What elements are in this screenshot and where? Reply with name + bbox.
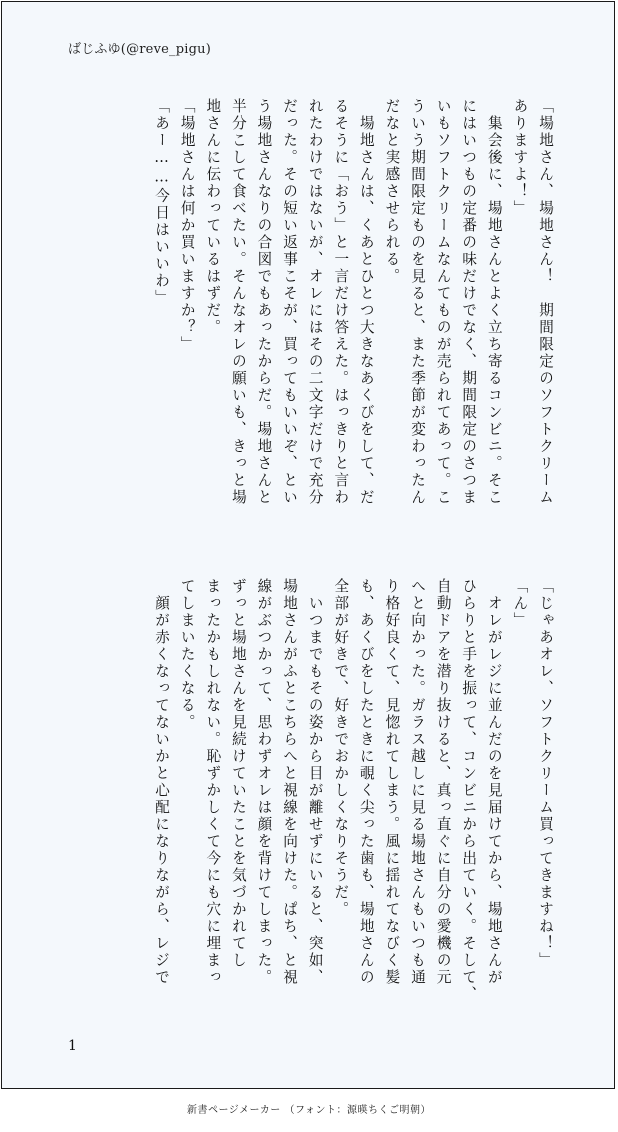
text-column: オレがレジに並んだのを見届けてから、場地さんが	[485, 578, 503, 986]
novel-page	[1, 1, 615, 1089]
text-column: だった。その短い返事こそが、買ってもいいぞ、とい	[281, 98, 299, 506]
text-column: 地さんに伝わっているはずだ。	[204, 98, 222, 336]
text-column: 「じゃあオレ、ソフトクリーム買ってきますね！」	[537, 578, 554, 969]
text-column: まったかもしれない。恥ずかしくて今にも穴に埋まっ	[204, 578, 222, 986]
text-column: り格好良くて、見惚れてしまう。風に揺れてなびく髪	[383, 578, 401, 986]
text-column: てしまいたくなる。	[178, 578, 196, 731]
text-column: 「場地さん、場地さん！ 期間限定のソフトクリーム	[537, 98, 554, 506]
text-column: 「場地さんは何か買いますか？」	[178, 98, 196, 353]
text-column: れたわけではないが、オレにはその二文字だけで充分	[306, 98, 324, 506]
text-column: いつまでもその姿から目が離せずにいると、突如、	[306, 578, 324, 986]
text-column: 顔が赤くなってないかと心配になりながら、レジで	[153, 578, 171, 986]
text-column: るそうに「おう」と一言だけ答えた。はっきりと言わ	[332, 98, 350, 506]
text-column: にはいつもの定番の味だけでなく、期間限定のさつま	[460, 98, 478, 506]
text-column: 線がぶつかって、思わずオレは顔を背けてしまった。	[255, 578, 273, 986]
text-column: 半分こして食べたい。そんなオレの願いも、きっと場	[229, 98, 247, 506]
text-column: も、あくびをしたときに覗く尖った歯も、場地さんの	[357, 578, 375, 986]
text-column: ずっと場地さんを見続けていたことを気づかれてし	[229, 578, 247, 969]
text-column: いもソフトクリームなんてものが売られてあって。こ	[434, 98, 452, 506]
text-column: 場地さんがふとこちらへと視線を向けた。ぱち、と視	[281, 578, 299, 986]
text-column: 全部が好きで、好きでおかしくなりそうだ。	[332, 578, 350, 918]
text-column: ういう期間限定ものを見ると、また季節が変わったん	[409, 98, 427, 506]
text-column: ひらりと手を振って、コンビニから出ていく。そして、	[460, 578, 478, 1003]
text-column: 集会後に、場地さんとよく立ち寄るコンビニ。そこ	[485, 98, 503, 506]
text-column: 場地さんは、くあとひとつ大きなあくびをして、だ	[357, 98, 375, 506]
text-block-top	[58, 98, 558, 528]
text-column: 自動ドアを潜り抜けると、真っ直ぐに自分の愛機の元	[434, 578, 452, 986]
text-column: へと向かった。ガラス越しに見る場地さんもいつも通	[409, 578, 427, 986]
text-block-bottom	[58, 578, 558, 1008]
text-column: ありますよ！」	[511, 98, 529, 217]
page-number: 1	[68, 1038, 77, 1054]
text-column: 「ん」	[511, 578, 529, 629]
text-column: だなと実感させられる。	[383, 98, 401, 285]
text-column: う場地さんなりの合図でもあったからだ。場地さんと	[255, 98, 273, 506]
author-credit: ばじふゆ(@reve_pigu)	[68, 42, 211, 57]
footer-credit: 新書ページメーカー （フォント：源暎ちくご明朝）	[187, 1105, 431, 1116]
text-column: 「あー……今日はいいわ」	[153, 98, 171, 307]
